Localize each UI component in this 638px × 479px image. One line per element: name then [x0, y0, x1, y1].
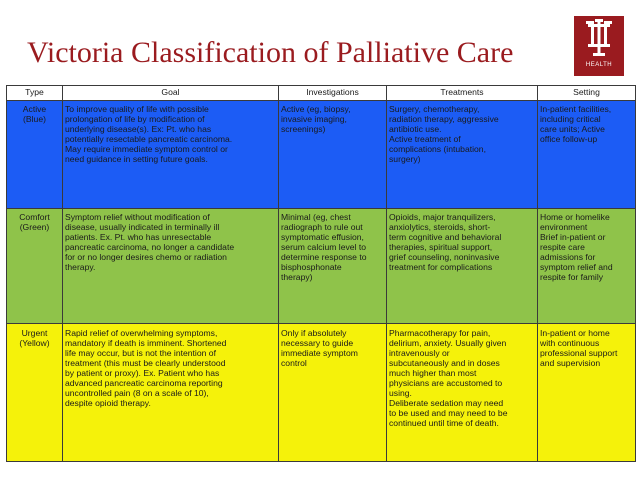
table-row-comfort: [7, 209, 636, 324]
header-goal: Goal: [63, 86, 279, 101]
table-row-active: [7, 101, 636, 209]
type-cell: Comfort (Green): [7, 209, 63, 324]
iu-health-logo: [574, 16, 624, 76]
page-title: Victoria Classification of Palliative Care: [27, 36, 514, 69]
logo-text: HEALTH: [585, 62, 613, 68]
header-treatments: Treatments: [387, 86, 538, 101]
investigations-cell: Minimal (eg, chest radiograph to rule out symptomatic effusion, serum calcium level to determine response to bisphosphonate therapy): [279, 209, 387, 324]
header-type: Type: [7, 86, 63, 101]
treatments-cell: Opioids, major tranquilizers, anxiolytics, steroids, short- term cognitive and behavioral therapies, spiritual support, grief counseling, noninvasive treatment for complications: [387, 209, 538, 324]
header-setting: Setting: [538, 86, 636, 101]
header-investigations: Investigations: [279, 86, 387, 101]
type-cell: Active (Blue): [7, 101, 63, 209]
setting-cell: Home or homelike environment Brief in-patient or respite care admissions for symptom relief and respite for family: [538, 209, 636, 324]
treatments-cell: Surgery, chemotherapy, radiation therapy, aggressive antibiotic use. Active treatment of complications (intubation, surgery): [387, 101, 538, 209]
setting-cell: In-patient or home with continuous professional support and supervision: [538, 324, 636, 462]
goal-cell: Symptom relief without modification of disease, usually indicated in terminally ill patients. Ex. Pt. who has unresectable pancreatic carcinoma, no longer a candidate for or no longer desires chemo or radiation therapy.: [63, 209, 279, 324]
treatments-cell: Pharmacotherapy for pain, delirium, anxiety. Usually given intravenously or subcutaneously and in doses much higher than most physicians are accustomed to using. Deliberate sedation may need to be used and may need to be continued until time of death.: [387, 324, 538, 462]
classification-table: [6, 85, 636, 462]
investigations-cell: Only if absolutely necessary to guide immediate symptom control: [279, 324, 387, 462]
type-cell: Urgent (Yellow): [7, 324, 63, 462]
table-row-urgent: [7, 324, 636, 462]
goal-cell: To improve quality of life with possible prolongation of life by modification of underlying disease(s). Ex: Pt. who has potentially resectable pancreatic carcinoma. May require immediate symptom control or need guidance in setting future goals.: [63, 101, 279, 209]
investigations-cell: Active (eg, biopsy, invasive imaging, screenings): [279, 101, 387, 209]
goal-cell: Rapid relief of overwhelming symptoms, mandatory if death is imminent. Shortened life may occur, but is not the intention of treatment (this must be clearly understood by patient or proxy). Ex. Patient who has advanced pancreatic carcinoma reporting uncontrolled pain (8 on a scale of 10), despite opioid therapy.: [63, 324, 279, 462]
setting-cell: In-patient facilities, including critical care units; Active office follow-up: [538, 101, 636, 209]
table-header-row: [7, 86, 636, 101]
